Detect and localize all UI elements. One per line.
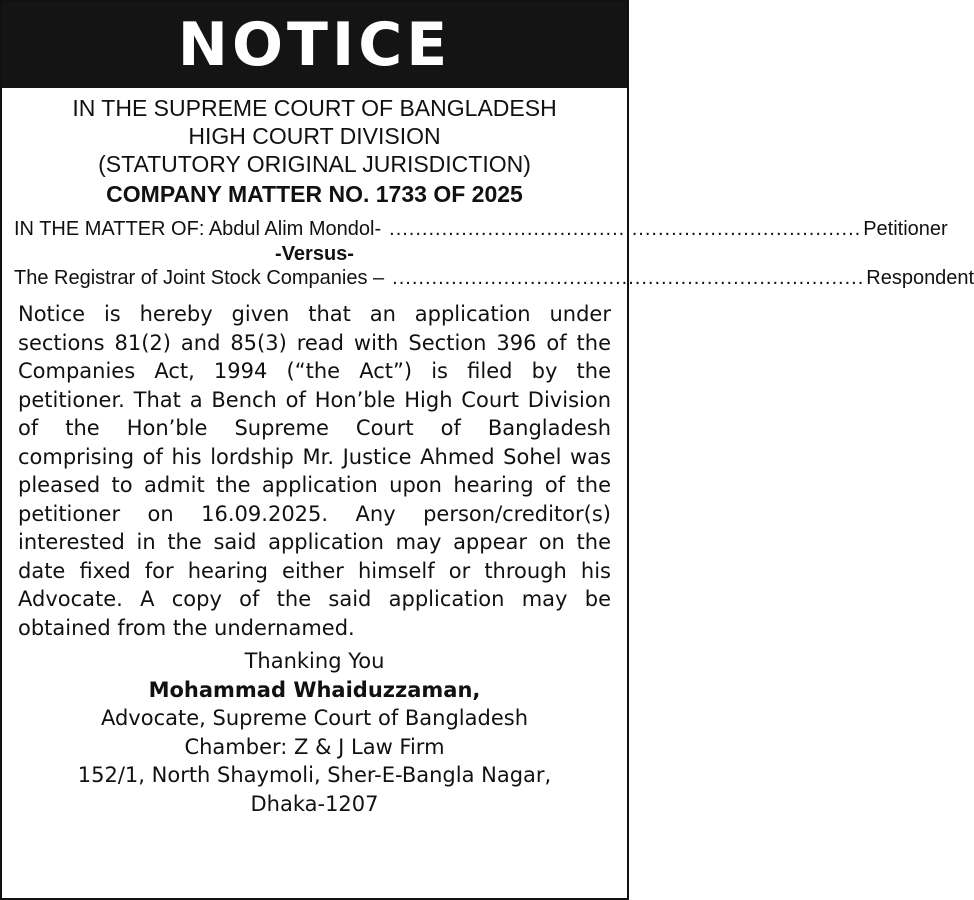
petitioner-role: Petitioner xyxy=(863,218,948,240)
petitioner-row xyxy=(14,216,948,243)
signer-name: Mohammad Whaiduzzaman, xyxy=(148,677,481,702)
signer-address: 152/1, North Shaymoli, Sher-E-Bangla Nagar, xyxy=(77,763,552,787)
petitioner-name: IN THE MATTER OF: Abdul Alim Mondol- xyxy=(14,218,382,240)
petitioner-dot-leader: ........................................................................ xyxy=(389,218,862,240)
signer-chamber: Chamber: Z & J Law Firm xyxy=(184,734,445,759)
court-division: HIGH COURT DIVISION xyxy=(188,123,441,149)
signature-block xyxy=(2,647,627,818)
notice-title: NOTICE xyxy=(177,10,452,80)
respondent-role: Respondent xyxy=(866,267,974,289)
versus-label: -Versus- xyxy=(275,243,354,265)
respondent-row xyxy=(14,265,974,292)
parties-block xyxy=(2,216,974,292)
notice-banner xyxy=(2,2,627,88)
closing-thanks: Thanking You xyxy=(244,649,385,673)
respondent-name: The Registrar of Joint Stock Companies – xyxy=(14,267,385,289)
court-heading xyxy=(2,94,627,208)
notice-body: Notice is hereby given that an application under sections 81(2) and 85(3) read with Section 396 of the Companies Act, 1994 (“the Act”) is filed by the petitioner. That a Bench of Hon’ble High Court Division of the Hon’ble Supreme Court of Bangladesh comprising of his lordship Mr. Justice Ahmed Sohel was pleased to admit the application upon hearing of the petitioner on 16.09.2025. Any person/creditor(s) interested in the said application may appear on the date fixed for hearing either himself or through his Advocate. A copy of the said application may be obtained from the undernamed. xyxy=(18,302,611,640)
court-jurisdiction: (STATUTORY ORIGINAL JURISDICTION) xyxy=(98,151,531,177)
court-name: IN THE SUPREME COURT OF BANGLADESH xyxy=(72,95,557,121)
signer-designation: Advocate, Supreme Court of Bangladesh xyxy=(100,706,529,730)
company-matter-number: COMPANY MATTER NO. 1733 OF 2025 xyxy=(106,181,523,207)
signer-city: Dhaka-1207 xyxy=(250,791,379,816)
respondent-dot-leader: ........................................................................ xyxy=(392,267,865,289)
